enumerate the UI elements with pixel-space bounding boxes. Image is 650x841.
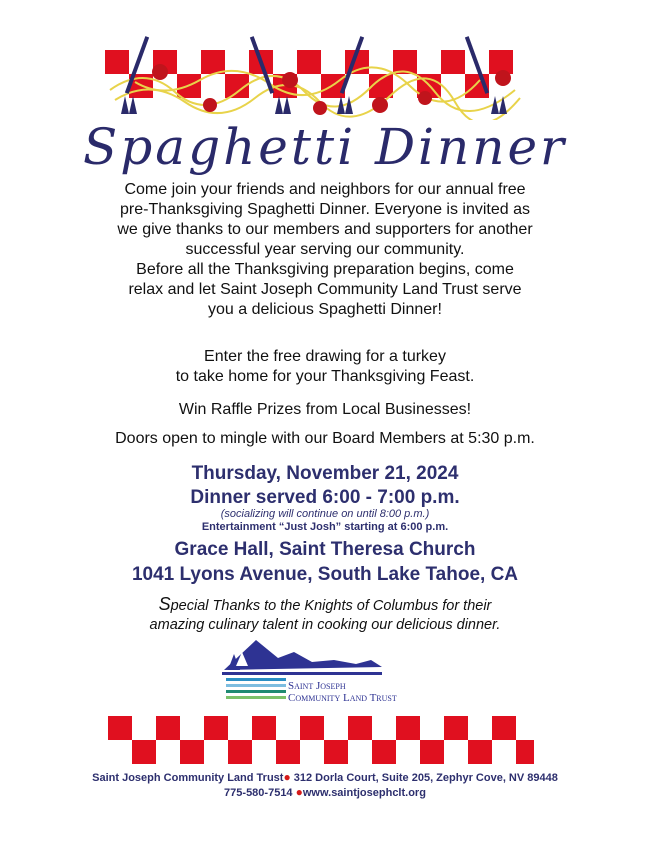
intro-text: [60, 180, 590, 320]
footer-address: 312 Dorla Court, Suite 205, Zephyr Cove, NV 89448: [293, 772, 558, 784]
fork-icon: [117, 36, 507, 114]
intro-line: pre-Thanksgiving Spaghetti Dinner. Everyone is invited as: [120, 201, 530, 218]
thanks-line-2: amazing culinary talent in cooking our delicious dinner.: [149, 617, 501, 633]
raffle-text: Win Raffle Prizes from Local Businesses!: [178, 401, 472, 418]
footer-website[interactable]: www.saintjosephclt.org: [302, 787, 426, 799]
thanks-line-1: [60, 595, 590, 616]
intro-line: we give thanks to our members and supporters for another: [117, 221, 533, 238]
page-title: Spaghetti Dinner: [83, 118, 567, 176]
intro-line: successful year serving our community.: [185, 241, 465, 258]
thanks-first-letter: S: [158, 594, 171, 614]
event-socializing: (socializing will continue on until 8:00 p.m.): [220, 508, 430, 520]
drawing-line: Enter the free drawing for a turkey: [204, 348, 446, 365]
bullet-dot-icon: ●: [283, 770, 291, 784]
logo-text-line-2: Community Land Trust: [288, 692, 397, 704]
footer-line-1: [30, 770, 620, 784]
event-address: 1041 Lyons Avenue, South Lake Tahoe, CA: [131, 564, 519, 585]
footer-phone: 775-580-7514: [224, 787, 293, 799]
thanks-text: [60, 595, 590, 635]
intro-line: relax and let Saint Joseph Community Land Trust serve: [128, 281, 522, 298]
drawing-text: [30, 347, 620, 387]
footer-org: Saint Joseph Community Land Trust: [92, 772, 284, 784]
thanks-line-1-rest: pecial Thanks to the Knights of Columbus for their: [170, 598, 492, 614]
intro-line: Before all the Thanksgiving preparation begins, come: [136, 261, 514, 278]
organization-logo: [216, 632, 416, 714]
doors-text: Doors open to mingle with our Board Members at 5:30 p.m.: [115, 430, 535, 447]
intro-line: you a delicious Spaghetti Dinner!: [208, 301, 442, 318]
logo-text-line-1: Saint Joseph: [288, 680, 346, 692]
drawing-line: to take home for your Thanksgiving Feast.: [175, 368, 475, 385]
footer-line-2: [30, 785, 620, 799]
bullet-dot-icon: ●: [295, 785, 303, 799]
event-dinner-time: Dinner served 6:00 - 7:00 p.m.: [190, 487, 460, 508]
event-date: Thursday, November 21, 2024: [191, 463, 459, 484]
spaghetti-forks-illustration: [105, 30, 525, 120]
event-venue: Grace Hall, Saint Theresa Church: [174, 539, 476, 560]
intro-line: Come join your friends and neighbors for our annual free: [124, 181, 526, 198]
event-entertainment: Entertainment “Just Josh” starting at 6:00 p.m.: [201, 521, 449, 533]
checker-pattern-bottom: [108, 716, 534, 764]
